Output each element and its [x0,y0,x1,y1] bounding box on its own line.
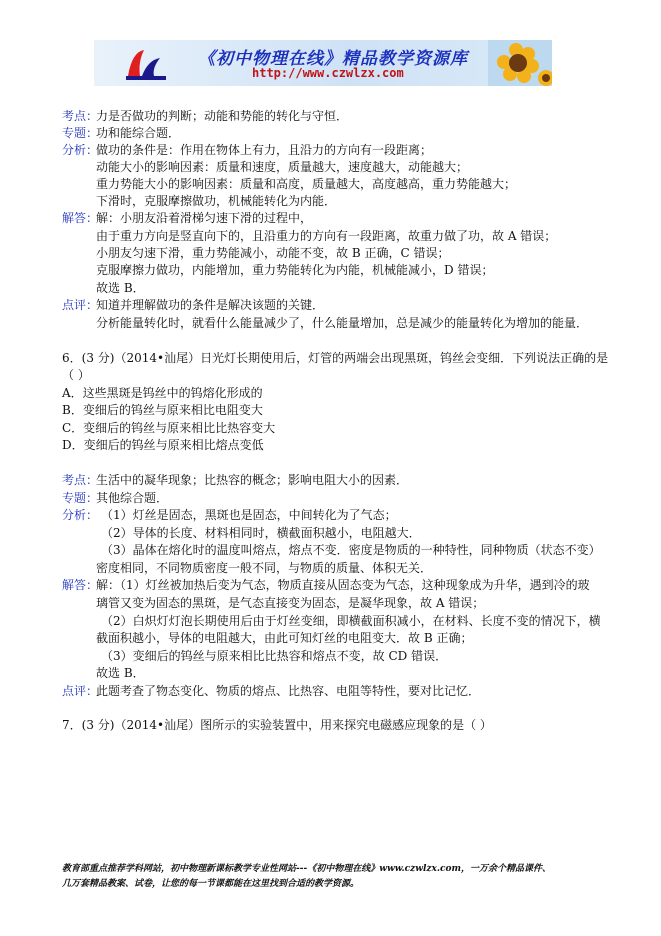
q6-jieda-line: 故选 B． [96,666,145,680]
page-footer [62,862,622,892]
q6-kaodian-label: 考点： [62,473,99,487]
q7-stem: 7．(3 分)（2014•汕尾）图所示的实验装置中，用来探究电磁感应现象的是（ ） [62,718,492,732]
footer-line: 教育部重点推荐学科网站，初中物理新课标教学专业性网站---《初中物理在线》www.czwlzx.com，一万余个精品课件、 [62,864,552,874]
q5-fenxi-line: 做功的条件是：作用在物体上有力，且沿力的方向有一段距离； [96,143,433,157]
q6-option-a: A．这些黑斑是钨丝中的钨熔化形成的 [62,386,263,400]
q6-jieda-label: 解答： [62,578,99,592]
q6-fenxi-label: 分析： [62,508,99,522]
q5-kaodian-label: 考点： [62,109,99,123]
q6-option-b: B．变细后的钨丝与原来相比电阻变大 [62,403,263,417]
q5-jieda-line: 小朋友匀速下滑，重力势能减小，动能不变，故 B 正确，C 错误； [96,246,450,260]
q6-zhuanti-label: 专题： [62,491,99,505]
q6-dianping: 此题考查了物态变化、物质的熔点、比热容、电阻等特性，要对比记忆． [96,684,481,698]
q6-jieda-line: 截面积越小，导体的电阻越大，由此可知灯丝的电阻变大．故 B 正确； [96,631,473,645]
banner-url[interactable]: http://www.czwlzx.com [252,66,404,80]
q6-kaodian: 生活中的凝华现象；比热容的概念；影响电阻大小的因素． [96,473,409,487]
q5-dianping-label: 点评： [62,298,99,312]
q6-fenxi-line: （2）导体的长度、材料相同时，横截面积越小，电阻越大． [101,526,421,540]
q6-jieda-line: （2）白炽灯灯泡长期使用后由于灯丝变细，即横截面积减小，在材料、长度不变的情况下，横 [101,614,601,628]
banner-title: 《初中物理在线》精品教学资源库 [198,49,468,69]
q5-jieda-line: 解：小朋友沿着滑梯匀速下滑的过程中， [96,211,313,225]
sunflower-icon [488,40,552,86]
q6-fenxi-line: （1）灯丝是固态，黑斑也是固态，中间转化为了气态； [101,508,397,522]
q5-fenxi-line: 下滑时，克服摩擦做功，机械能转化为内能． [96,194,337,208]
q6-zhuanti: 其他综合题． [96,491,169,505]
q6-jieda-line: （3）变细后的钨丝与原来相比比热容和熔点不变，故 CD 错误． [101,649,448,663]
q5-fenxi-line: 动能大小的影响因素：质量和速度，质量越大，速度越大，动能越大； [96,160,469,174]
q5-fenxi-label: 分析： [62,143,99,157]
q6-stem: 6．(3 分)（2014•汕尾）日光灯长期使用后，灯管的两端会出现黑斑，钨丝会变细．下列说法正确的是 [62,351,609,365]
q6-stem-blank: （ ） [62,368,90,382]
site-logo-icon [122,46,172,84]
q6-option-c: C．变细后的钨丝与原来相比比热容变大 [62,421,276,435]
q5-kaodian: 力是否做功的判断；动能和势能的转化与守恒． [96,109,349,123]
q6-option-d: D．变细后的钨丝与原来相比熔点变低 [62,438,264,452]
q5-jieda-line: 克服摩擦力做功，内能增加，重力势能转化为内能，机械能减小，D 错误； [96,263,494,277]
header-banner [94,40,552,86]
q5-jieda-label: 解答： [62,211,99,225]
q5-jieda-line: 故选 B． [96,281,145,295]
q5-dianping-line: 知道并理解做功的条件是解决该题的关键． [96,298,325,312]
q5-jieda-line: 由于重力方向是竖直向下的，且沿重力的方向有一段距离，故重力做了功，故 A 错误； [96,229,557,243]
q5-zhuanti: 功和能综合题． [96,126,181,140]
q5-dianping-line: 分析能量转化时，就看什么能量减少了，什么能量增加，总是减少的能量转化为增加的能量． [96,316,589,330]
q5-zhuanti-label: 专题： [62,126,99,140]
q6-jieda-line: 璃管又变为固态的黑斑，是气态直接变为固态，是凝华现象，故 A 错误； [96,596,485,610]
q6-fenxi-line: 密度相同，不同物质密度一般不同，与物质的质量、体积无关． [96,561,433,575]
q5-fenxi-line: 重力势能大小的影响因素：质量和高度，质量越大，高度越高，重力势能越大； [96,177,517,191]
q6-dianping-label: 点评： [62,684,99,698]
footer-line: 几万套精品教案、试卷，让您的每一节课都能在这里找到合适的教学资源。 [62,879,360,889]
q6-jieda-line: 解：（1）灯丝被加热后变为气态，物质直接从固态变为气态，这种现象成为升华，遇到冷的玻 [96,578,590,592]
q6-fenxi-line: （3）晶体在熔化时的温度叫熔点，熔点不变．密度是物质的一种特性，同种物质（状态不变） [101,543,601,557]
